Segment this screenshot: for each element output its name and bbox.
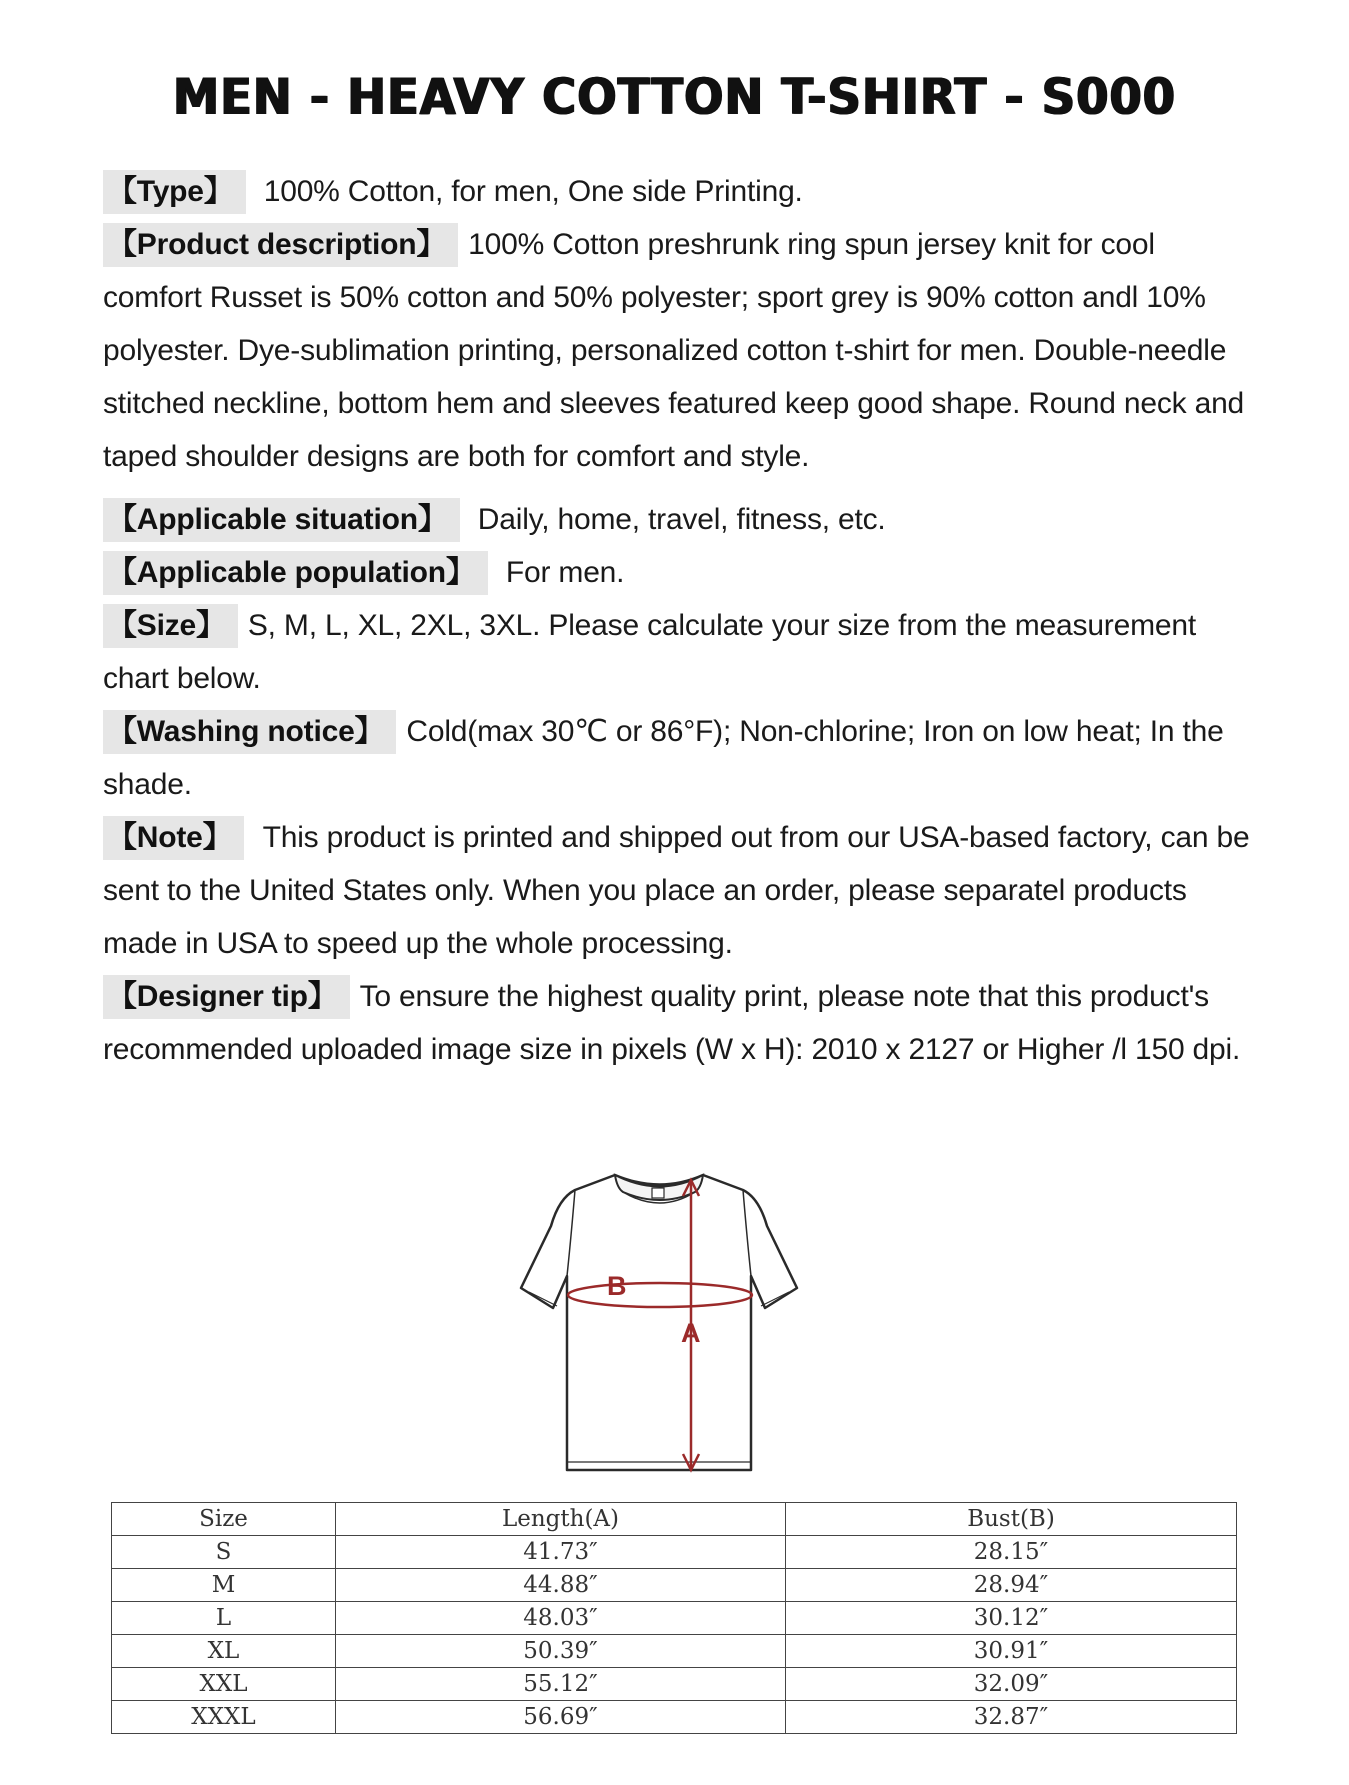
label-a: A: [681, 1318, 701, 1348]
section-type: [103, 165, 1253, 218]
section-text: This product is printed and shipped out from our USA-based factory, can be sent to the United States only. When you place an order, please separatel products made in USA to speed up the whole processing.: [103, 821, 1250, 960]
section-text: 100% Cotton preshrunk ring spun jersey knit for cool comfort Russet is 50% cotton and 50% polyester; sport grey is 90% cotton andl 10% polyester. Dye-sublimation printing, personalized cotton t-shirt for men. Double-needle stitched neckline, bottom hem and sleeves featured keep good shape. Round neck and taped shoulder designs are both for comfort and style.: [103, 228, 1245, 473]
cell-size: M: [112, 1569, 336, 1602]
section-tag: 【Note】: [103, 816, 244, 860]
tshirt-body: [521, 1175, 797, 1470]
section-tag: 【Applicable situation】: [103, 498, 460, 542]
page-title: MEN - HEAVY COTTON T-SHIRT - S000: [172, 68, 1177, 126]
section-text: 100% Cotton, for men, One side Printing.: [255, 175, 803, 208]
section-product-description: [103, 218, 1253, 483]
cell-length: 41.73″: [336, 1536, 786, 1569]
section-tag: 【Product description】: [103, 223, 458, 267]
table-row: [112, 1635, 1237, 1668]
cell-bust: 30.12″: [786, 1602, 1237, 1635]
section-text: For men.: [497, 556, 625, 589]
table-row: [112, 1701, 1237, 1734]
table-header-row: [112, 1503, 1237, 1536]
section-text: Daily, home, travel, fitness, etc.: [469, 503, 886, 536]
size-chart-table: [111, 1502, 1237, 1734]
cell-length: 44.88″: [336, 1569, 786, 1602]
cell-size: S: [112, 1536, 336, 1569]
tshirt-label: [652, 1188, 664, 1198]
section-tag: 【Designer tip】: [103, 975, 350, 1019]
tshirt-outline-icon: [515, 1168, 805, 1488]
section-applicable-situation: [103, 493, 1253, 546]
cell-bust: 32.87″: [786, 1701, 1237, 1734]
section-size: [103, 599, 1253, 705]
product-details: [103, 165, 1253, 1076]
section-text: To ensure the highest quality print, please note that this product's recommended uploaded image size in pixels (W x H): 2010 x 2127 or Higher /l 150 dpi.: [103, 980, 1241, 1066]
section-designer-tip: [103, 970, 1253, 1076]
label-b: B: [607, 1271, 627, 1301]
table-row: [112, 1602, 1237, 1635]
section-text: S, M, L, XL, 2XL, 3XL. Please calculate your size from the measurement chart below.: [103, 609, 1196, 695]
table-row: [112, 1536, 1237, 1569]
cell-size: XXL: [112, 1668, 336, 1701]
column-header-bust: Bust(B): [786, 1503, 1237, 1536]
section-washing-notice: [103, 705, 1253, 811]
cell-size: L: [112, 1602, 336, 1635]
section-tag: 【Washing notice】: [103, 710, 396, 754]
section-applicable-population: [103, 546, 1253, 599]
cell-size: XXXL: [112, 1701, 336, 1734]
section-text: Cold(max 30℃ or 86°F); Non-chlorine; Iron on low heat; In the shade.: [103, 715, 1224, 801]
column-header-size: Size: [112, 1503, 336, 1536]
cell-length: 50.39″: [336, 1635, 786, 1668]
table-row: [112, 1569, 1237, 1602]
cell-length: 56.69″: [336, 1701, 786, 1734]
section-tag: 【Type】: [103, 170, 246, 214]
cell-bust: 30.91″: [786, 1635, 1237, 1668]
cell-length: 55.12″: [336, 1668, 786, 1701]
cell-bust: 32.09″: [786, 1668, 1237, 1701]
cell-size: XL: [112, 1635, 336, 1668]
cell-bust: 28.15″: [786, 1536, 1237, 1569]
cell-bust: 28.94″: [786, 1569, 1237, 1602]
cell-length: 48.03″: [336, 1602, 786, 1635]
table-row: [112, 1668, 1237, 1701]
section-tag: 【Applicable population】: [103, 551, 488, 595]
column-header-length: Length(A): [336, 1503, 786, 1536]
section-note: [103, 811, 1253, 970]
tshirt-measurement-diagram: [515, 1168, 805, 1488]
section-tag: 【Size】: [103, 604, 238, 648]
